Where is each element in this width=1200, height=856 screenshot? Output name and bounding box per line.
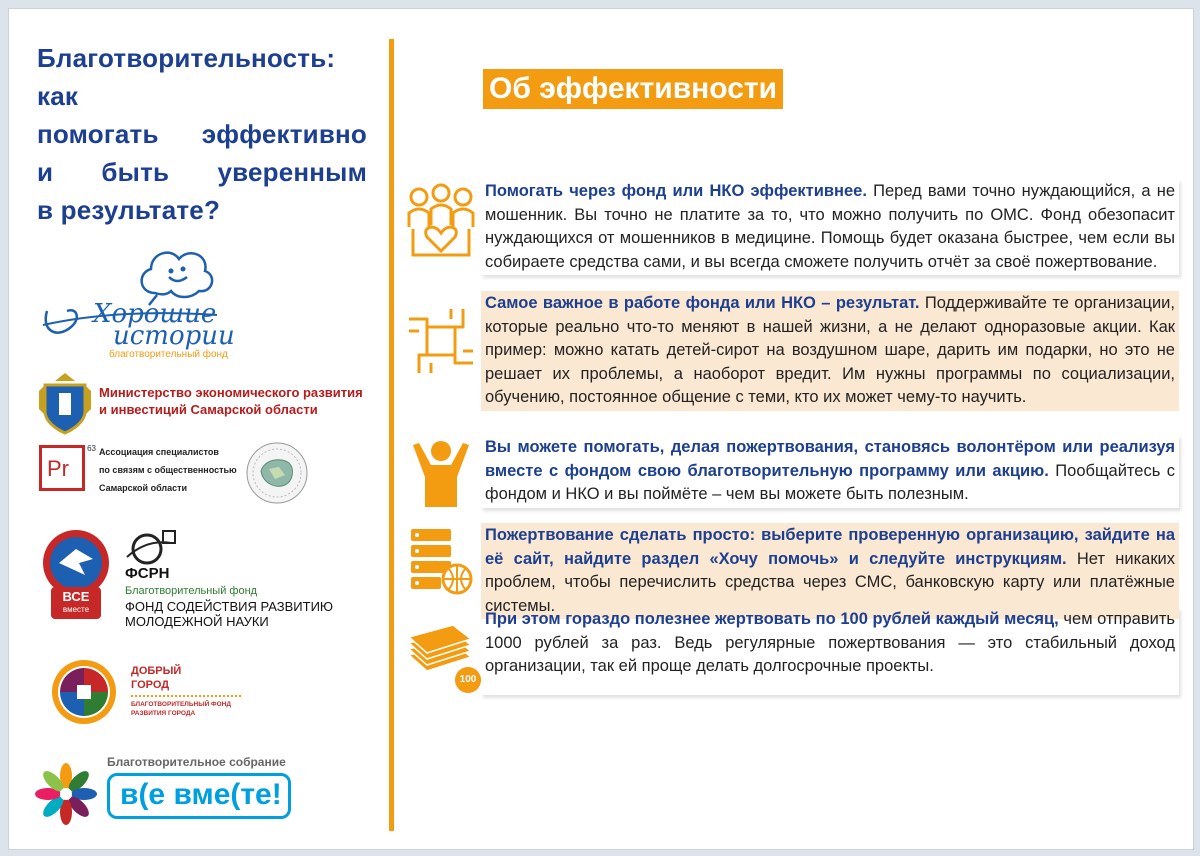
title-line-4: в результате? [37,195,221,225]
item-1-bold: Помогать через фонд или НКО эффективнее. [485,182,867,200]
pr-line-1: Ассоциация специалистов [99,447,219,457]
orange-divider [389,39,394,831]
content-item-5 [405,607,1181,697]
fsrn-line-1: ФОНД СОДЕЙСТВИЯ РАЗВИТИЮ [125,599,334,614]
coin-100-icon: 100 [455,667,481,693]
pr-line-3: Самарской области [99,483,188,493]
pr-mark [39,444,96,491]
ministry-line-1: Министерство экономического развития [99,385,363,400]
good-stories-logo [37,241,237,361]
item-1-text [481,179,1179,275]
item-5-text [481,607,1179,695]
page [8,8,1194,850]
item-3-text [481,435,1179,508]
dobry-line-2: ГОРОД [131,679,170,691]
good-stories-subtitle: благотворительный фонд [109,349,228,360]
item-1-body: Перед вами точно нуждающийся, а не мошенник. Вы точно не платите за то, что можно получить по ОМС. Фонд обезопасит нуждающихся от мошенников в медицине. Помощь будет оказана быстрее, чем если вы собираете средства сами, и вы всегда сможете получить отчёт за своё пожертвование. [485,182,1176,271]
vse-vmeste-badge [39,529,113,621]
fsrn-logo [121,529,361,629]
pr-letters: Pr [47,456,69,481]
dobry-line-3: БЛАГОТВОРИТЕЛЬНЫЙ ФОНД [131,701,231,708]
dobry-gorod-logo [49,657,249,727]
ministry-line-2: и инвестиций Самарской области [99,402,318,417]
people-heart-icon [405,179,477,251]
joined-hands-icon [405,305,477,377]
item-3-body: Пообщайтесь с фондом и НКО и вы поймёте – чем вы можете быть полезным. [485,461,1176,503]
main-title [37,39,367,229]
assembly-wordmark: в(е вме(те! [120,778,282,811]
pr-line-2: по связям с общественностью [99,465,237,475]
left-panel [9,9,391,849]
item-4-body: Нет никаких проблем, чтобы перечислить средства через СМС, банковскую карту или платёжные системы. [485,549,1176,615]
good-stories-word-1: Хорошие [93,299,217,329]
item-2-bold: Самое важное в работе фонда или НКО – результат. [485,294,920,312]
volunteer-icon [405,437,477,509]
dobry-line-4: РАЗВИТИЯ ГОРОДА [131,710,196,717]
title-line-1: Благотворительность: как [37,43,336,111]
item-5-body: чем отправить 1000 рублей за раз. Ведь регулярные пожертвования — это стабильный доход организации, так ей проще делать долгосрочные проекты. [485,610,1175,675]
pr-association-logo [37,443,237,503]
item-4-text [481,523,1179,619]
assembly-wordmark-box [107,773,291,819]
planet-icon [121,529,177,569]
item-2-text [481,291,1179,411]
title-line-3: и быть уверенным [37,157,367,187]
charity-assembly-logo [35,751,315,831]
flower-icon [35,763,97,825]
pr-index: 63 [87,444,96,453]
assembly-caption: Благотворительное собрание [107,755,286,769]
map-stamp-icon [245,441,309,505]
item-4-bold: Пожертвование сделать просто: выберите проверенную организацию, зайдите на её сайт, найдите раздел «Хочу помочь» и следуйте инструкциям. [485,526,1175,568]
fsrn-line-2: МОЛОДЕЖНОЙ НАУКИ [125,614,269,629]
content-item-4 [405,523,1181,615]
dobry-gorod-emblem-icon [49,657,119,727]
content-item-1 [405,179,1181,279]
region-map-stamp [245,441,309,505]
good-stories-word-2: истории [113,321,235,351]
content-item-3 [405,435,1181,509]
fsrn-abbr: ФСРН [125,565,170,582]
item-5-bold: При этом гораздо полезнее жертвовать по 100 рублей каждый месяц, [485,610,1059,628]
vse-badge-line-2: вместе [62,605,90,614]
fsrn-caption: Благотворительный фонд [125,585,258,597]
coat-of-arms-icon [37,371,93,437]
ministry-logo [37,371,377,437]
item-2-body: Поддерживайте те организации, которые реально что-то меняют в нашей жизни, а не делают одноразовые акции. Как пример: можно катать детей-сирот на воздушном шаре, дарить им подарки, но это не решает их проблемы, а наоборот вредит. Им нужны программы по социализации, обучению, постоянное общение с теми, кто их может чему-то научить. [485,294,1175,406]
money-stack-icon [405,621,477,693]
dobry-divider [131,695,241,697]
dobry-line-1: ДОБРЫЙ [131,665,182,677]
server-globe-icon [405,525,477,597]
content-item-2 [405,291,1181,415]
title-line-2: помогать эффективно [37,119,367,149]
item-3-bold: Вы можете помогать, делая пожертвования, становясь волонтёром или реализуя вместе с фондом свою благотворительную программу или акцию. [485,438,1175,480]
vse-badge-line-1: ВСЕ [62,589,90,604]
section-heading: Об эффективности [483,69,783,109]
